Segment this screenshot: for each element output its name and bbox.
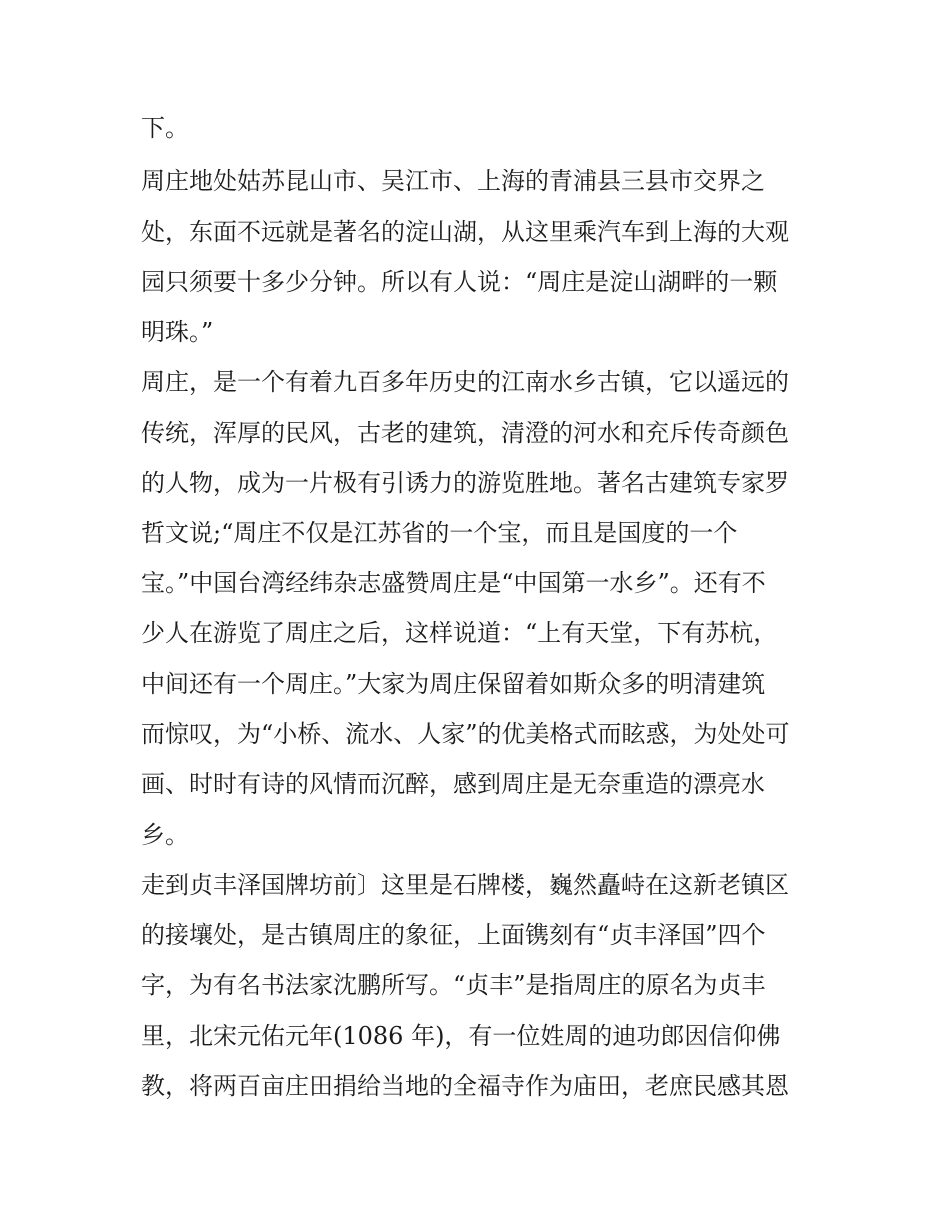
text-line: 的人物，成为一片极有引诱力的游览胜地。著名古建筑专家罗	[141, 469, 789, 497]
text-line: 的接壤处，是古镇周庄的象征，上面镌刻有“贞丰泽国”四个	[141, 921, 766, 949]
text-line: 园只须要十多少分钟。所以有人说：“周庄是淀山湖畔的一颗	[141, 268, 778, 296]
text-line: 教，将两百亩庄田捐给当地的全福寺作为庙田，老庶民感其恩	[141, 1072, 789, 1100]
text-line: 而惊叹，为“小桥、流水、人家”的优美格式而眩惑，为处处可	[141, 720, 790, 748]
text-line: 中间还有一个周庄。”大家为周庄保留着如斯众多的明清建筑	[141, 670, 766, 698]
text-line: 周庄，是一个有着九百多年历史的江南水乡古镇，它以遥远的	[141, 368, 789, 396]
text-line: 画、时时有诗的风情而沉醉，感到周庄是无奈重造的漂亮水	[141, 770, 765, 798]
text-line: 哲文说;“周庄不仅是江苏省的一个宝，而且是国度的一个	[141, 519, 738, 547]
text-line: 宝。”中国台湾经纬杂志盛赞周庄是“中国第一水乡”。还有不	[141, 569, 766, 597]
text-line: 里，北宋元佑元年(1086 年)，有一位姓周的迪功郎因信仰佛	[141, 1022, 781, 1050]
text-line: 走到贞丰泽国牌坊前〕这里是石牌楼，巍然矗峙在这新老镇区	[141, 871, 789, 899]
text-line: 字，为有名书法家沈鹏所写。“贞丰”是指周庄的原名为贞丰	[141, 971, 766, 999]
text-line: 下。	[141, 114, 189, 142]
text-line: 周庄地处姑苏昆山市、吴江市、上海的青浦县三县市交界之	[141, 167, 765, 195]
text-line: 传统，浑厚的民风，古老的建筑，清澄的河水和充斥传奇颜色	[141, 419, 789, 447]
text-line: 处，东面不远就是著名的淀山湖，从这里乘汽车到上海的大观	[141, 218, 789, 246]
text-line: 乡。	[141, 821, 189, 849]
text-line: 明珠。”	[141, 318, 214, 346]
text-line: 少人在游览了周庄之后，这样说道：“上有天堂，下有苏杭，	[141, 619, 778, 647]
